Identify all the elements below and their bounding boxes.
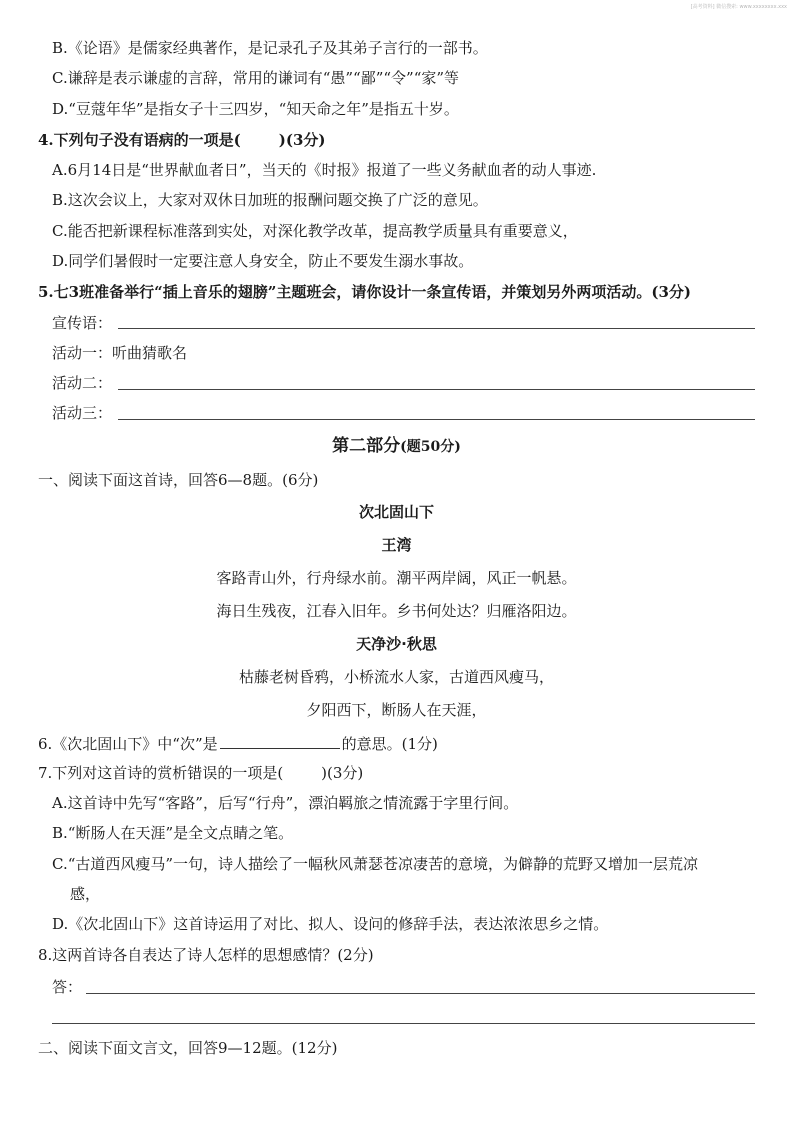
q4-option-a: A.6月14日是“世界献血者日”，当天的《时报》报道了一些义务献血者的动人事迹. [52, 161, 597, 179]
part2-title-text: 第二部分 [332, 436, 401, 456]
q5-activity3-answer-line[interactable] [118, 419, 755, 420]
poem1-title: 次北固山下 [358, 503, 434, 521]
q4-stem-part1: 4.下列句子没有语病的一项是( [38, 131, 241, 149]
poem2-line2: 夕阳西下，断肠人在天涯， [306, 701, 487, 719]
q4-stem-part2: )(3分) [278, 131, 326, 149]
part2-title [0, 436, 793, 457]
q4-option-d: D.同学们暑假时一定要注意人身安全，防止不要发生溺水事故。 [52, 252, 474, 270]
q7-stem [38, 763, 363, 783]
q8-answer-line-1[interactable] [86, 993, 755, 994]
q7-stem-part2: )(3分) [321, 764, 364, 782]
q6-stem-part2: 的意思。(1分) [341, 735, 438, 753]
q5-activity1: 活动一：听曲猜歌名 [52, 344, 188, 362]
q5-slogan-label: 宣传语： [52, 314, 113, 332]
q7-option-b: B.“断肠人在天涯”是全文点睛之笔。 [52, 824, 294, 842]
poem1-author: 王湾 [381, 536, 412, 554]
q8-answer-line-2[interactable] [52, 1023, 755, 1024]
q5-activity2-label: 活动二： [52, 374, 113, 392]
poem2-title: 天净沙·秋思 [356, 635, 437, 653]
q7-option-d: D.《次北固山下》这首诗运用了对比、拟人、设问的修辞手法，表达浓浓思乡之情。 [52, 915, 609, 933]
section1-heading: 一、阅读下面这首诗，回答6—8题。(6分) [38, 471, 319, 489]
q8-answer-label: 答： [52, 978, 83, 996]
q7-option-c-line2: 感， [70, 885, 101, 903]
q6-answer-blank[interactable] [220, 733, 340, 749]
section2-heading: 二、阅读下面文言文，回答9—12题。(12分) [38, 1039, 338, 1057]
q4-option-c: C.能否把新课程标准落到实处，对深化教学改革，提高教学质量具有重要意义， [52, 222, 578, 240]
q4-stem [38, 130, 326, 150]
q6-stem-part1: 6.《次北固山下》中“次”是 [38, 735, 218, 753]
q3-option-c: C.谦辞是表示谦虚的言辞，常用的谦词有“愚”“鄙”“令”“家”等 [52, 69, 460, 87]
poem2-line1: 枯藤老树昏鸦，小桥流水人家，古道西风瘦马， [238, 668, 554, 686]
q3-option-d: D.“豆蔻年华”是指女子十三四岁，“知天命之年”是指五十岁。 [52, 100, 459, 118]
q7-option-a: A.这首诗中先写“客路”，后写“行舟”，漂泊羁旅之情流露于字里行间。 [52, 794, 519, 812]
q7-option-c-line1: C.“古道西风瘦马”一句，诗人描绘了一幅秋风萧瑟苍凉凄苦的意境，为僻静的荒野又增加一层荒凉 [52, 855, 699, 873]
q5-slogan-answer-line[interactable] [118, 328, 755, 329]
poem1-line2: 海日生残夜，江春入旧年。乡书何处达？归雁洛阳边。 [216, 602, 577, 620]
q4-option-b: B.这次会议上，大家对双休日加班的报酬问题交换了广泛的意见。 [52, 191, 488, 209]
q5-activity2-answer-line[interactable] [118, 389, 755, 390]
q5-stem: 5.七3班准备举行“插上音乐的翅膀”主题班会，请你设计一条宣传语，并策划另外两项活动。(3分) [38, 283, 691, 301]
q6-stem [38, 733, 438, 754]
q3-option-b: B.《论语》是儒家经典著作，是记录孔子及其弟子言行的一部书。 [52, 39, 488, 57]
poem1-line1: 客路青山外，行舟绿水前。潮平两岸阔，风正一帆悬。 [216, 569, 577, 587]
part2-score: (题50分) [400, 439, 461, 455]
watermark: [高考资料] 微信搜索: www.xxxxxxxx.xxx [690, 4, 787, 10]
q7-stem-part1: 7.下列对这首诗的赏析错误的一项是( [38, 764, 284, 782]
q5-activity3-label: 活动三： [52, 404, 113, 422]
q8-stem: 8.这两首诗各自表达了诗人怎样的思想感情？(2分) [38, 946, 374, 964]
